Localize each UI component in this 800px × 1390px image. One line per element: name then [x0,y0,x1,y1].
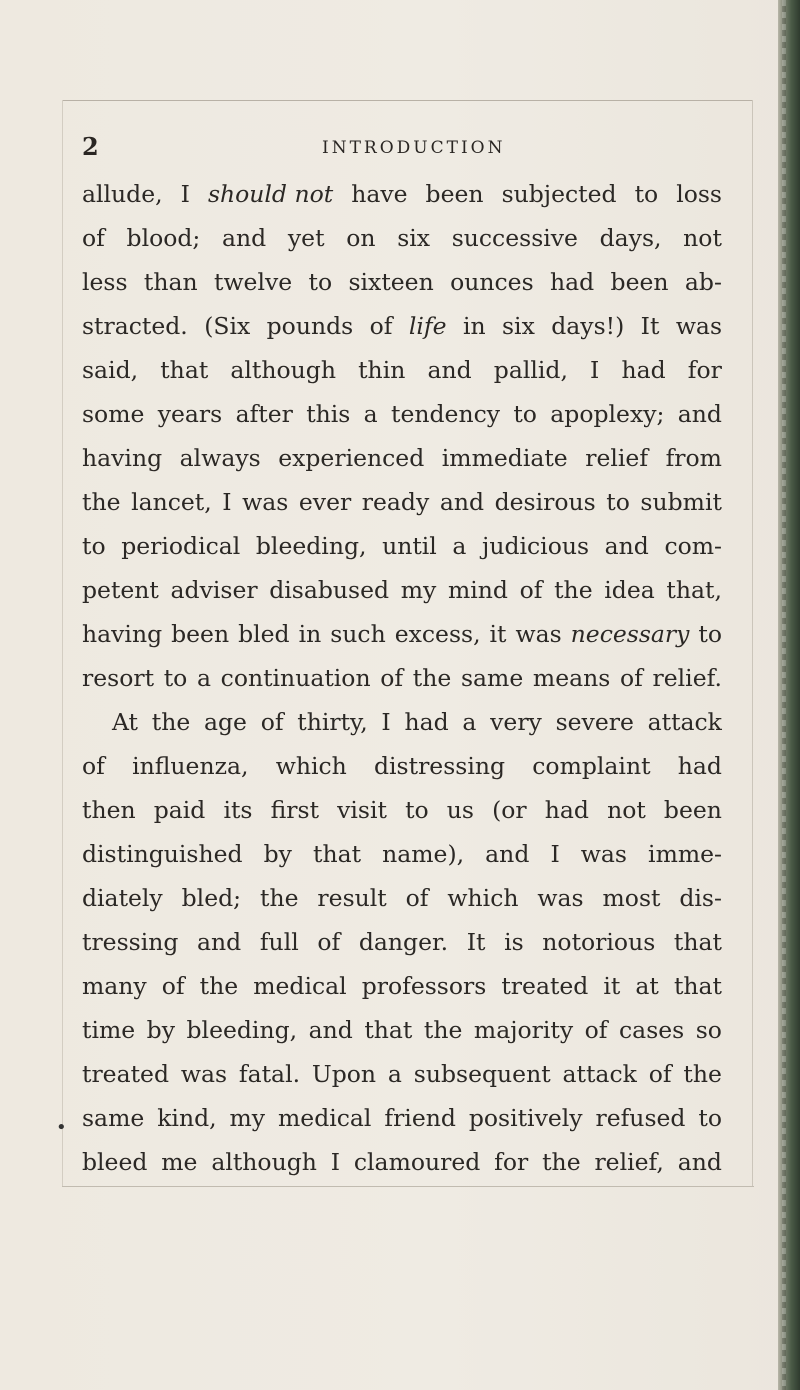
paragraph-1 [82,172,722,700]
text-line-12: resort to a continuation of the same means of relief. [82,664,722,692]
text-line-7: having always experienced immediate relief from [82,444,722,472]
running-head: INTRODUCTION [322,138,506,158]
margin-bullet: • [56,1117,67,1138]
text-line-16: distinguished by that name), and I was imme- [82,840,722,868]
page-header [82,132,752,162]
paragraph-2 [82,700,722,1184]
text-line-19: many of the medical professors treated it at that [82,972,722,1000]
frame-line-top [62,100,752,101]
text-line-2: of blood; and yet on six successive days, not [82,224,722,252]
frame-line-right [752,100,753,1187]
frame-line-bottom [62,1186,754,1187]
text-line-21: treated was fatal. Upon a subsequent attack of the [82,1060,722,1088]
text-line-23: bleed me although I clamoured for the relief, and [82,1148,722,1176]
emphasis-should-not: should not [207,180,334,208]
emphasis-life: life [408,312,447,340]
text-line-6: some years after this a tendency to apoplexy; and [82,400,722,428]
frame-line-left [62,100,63,1187]
text-line-3: less than twelve to sixteen ounces had been ab- [82,268,722,296]
page-edge-strip [778,0,800,1390]
text-line-14: of influenza, which distressing complaint had [82,752,722,780]
text-line-17: diately bled; the result of which was most dis- [82,884,722,912]
page-number: 2 [82,132,99,161]
text-line-15: then paid its first visit to us (or had not been [82,796,722,824]
text-line-10: petent adviser disabused my mind of the idea that, [82,576,722,604]
text-line-11: having been bled in such excess, it was necessary to [82,612,722,656]
text-line-18: tressing and full of danger. It is notorious that [82,928,722,956]
text-line-20: time by bleeding, and that the majority of cases so [82,1016,722,1044]
text-line-5: said, that although thin and pallid, I had for [82,356,722,384]
emphasis-necessary: necessary [570,620,690,648]
body-text [82,172,722,1184]
text-line-13: At the age of thirty, I had a very severe attack [112,708,722,736]
text-line-8: the lancet, I was ever ready and desirous to submit [82,488,722,516]
text-line-1: allude, I should not have been subjected to loss [82,172,722,216]
text-line-9: to periodical bleeding, until a judicious and com- [82,532,722,560]
text-line-4: stracted. (Six pounds of life in six days!) It was [82,304,722,348]
text-line-22: same kind, my medical friend positively refused to [82,1104,722,1132]
